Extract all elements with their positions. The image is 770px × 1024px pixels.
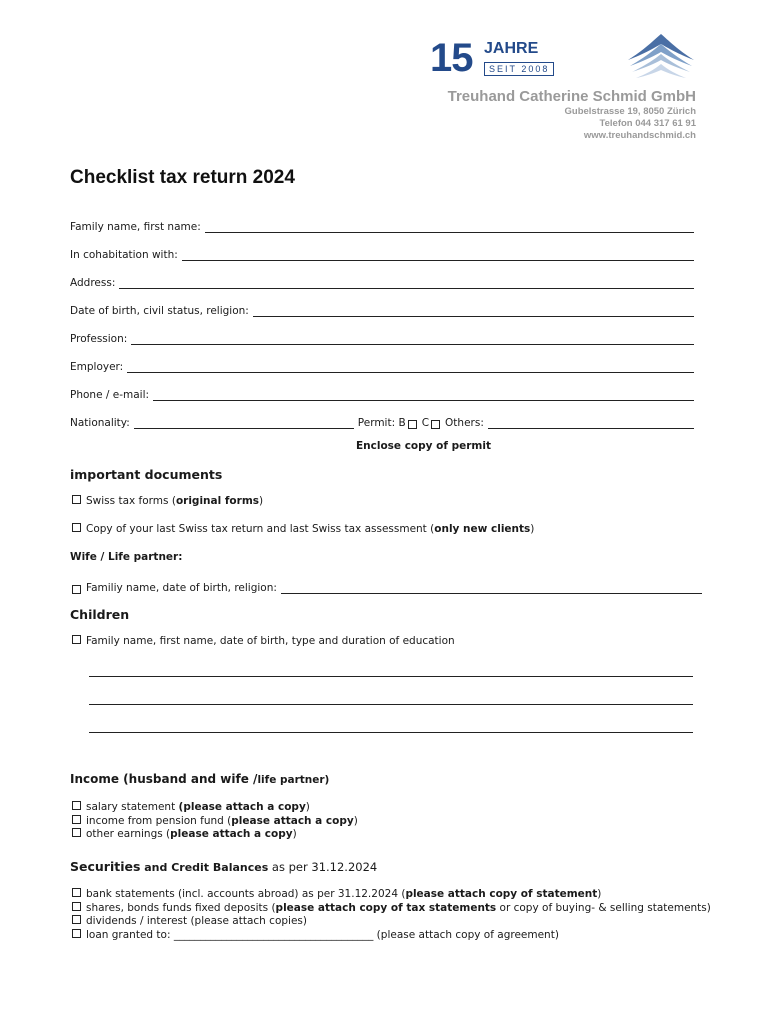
- income-item-3: other earnings (please attach a copy): [70, 828, 297, 840]
- address-row: [70, 271, 694, 289]
- dob-field[interactable]: [253, 303, 694, 317]
- company-name: Treuhand Catherine Schmid GmbH: [447, 88, 696, 105]
- partner-heading: Wife / Life partner:: [70, 551, 183, 563]
- pension-checkbox[interactable]: [72, 815, 81, 824]
- phone-field[interactable]: [153, 387, 694, 401]
- dividends-checkbox[interactable]: [72, 915, 81, 924]
- last-return-checkbox[interactable]: [72, 523, 81, 532]
- address-label: Address:: [70, 277, 116, 289]
- cohabitation-field[interactable]: [182, 247, 694, 261]
- salary-checkbox[interactable]: [72, 801, 81, 810]
- partner-row: [70, 576, 702, 594]
- permit-c-checkbox[interactable]: [431, 420, 440, 429]
- children-heading: Children: [70, 607, 130, 622]
- children-line-2[interactable]: [89, 703, 693, 705]
- shares-checkbox[interactable]: [72, 902, 81, 911]
- employer-label: Employer:: [70, 361, 124, 373]
- phone-row: [70, 383, 694, 401]
- logo-since: SEIT 2008: [484, 62, 554, 76]
- employer-row: [70, 355, 694, 373]
- address-field[interactable]: [119, 275, 694, 289]
- family-name-row: [70, 215, 694, 233]
- phone-label: Phone / e-mail:: [70, 389, 150, 401]
- dob-label: Date of birth, civil status, religion:: [70, 305, 249, 317]
- nationality-label: Nationality:: [70, 417, 130, 429]
- securities-heading: Securities and Credit Balances as per 31.12.2024: [70, 859, 378, 874]
- loan-checkbox[interactable]: [72, 929, 81, 938]
- partner-field[interactable]: [281, 580, 702, 594]
- loan-field[interactable]: ______________________________________: [173, 929, 374, 941]
- securities-item-4: loan granted to: ______________________________________ (please attach copy of agreement): [70, 929, 559, 941]
- family-name-field[interactable]: [205, 219, 694, 233]
- securities-item-1: bank statements (incl. accounts abroad) as per 31.12.2024 (please attach copy of statement): [70, 888, 601, 900]
- others-label: Others:: [445, 417, 484, 429]
- important-item-1: Swiss tax forms (original forms): [70, 495, 263, 507]
- bank-statements-checkbox[interactable]: [72, 888, 81, 897]
- permit-c-label: C: [421, 417, 430, 429]
- company-phone: Telefon 044 317 61 91: [599, 118, 696, 129]
- original-forms-checkbox[interactable]: [72, 495, 81, 504]
- nationality-field[interactable]: [134, 415, 354, 429]
- dob-row: [70, 299, 694, 317]
- company-street: Gubelstrasse 19, 8050 Zürich: [564, 106, 696, 117]
- securities-item-2: shares, bonds funds fixed deposits (please attach copy of tax statements or copy of buying- & selling statements): [70, 902, 711, 914]
- children-checkbox[interactable]: [72, 635, 81, 644]
- company-web: www.treuhandschmid.ch: [583, 130, 696, 141]
- other-earnings-checkbox[interactable]: [72, 828, 81, 837]
- partner-label: Familiy name, date of birth, religion:: [86, 582, 277, 594]
- company-logo-icon: [624, 30, 698, 86]
- cohabitation-row: [70, 243, 694, 261]
- important-item-2: Copy of your last Swiss tax return and last Swiss tax assessment (only new clients): [70, 523, 534, 535]
- securities-item-3: dividends / interest (please attach copies): [70, 915, 307, 927]
- children-line-1[interactable]: [89, 675, 693, 677]
- partner-checkbox[interactable]: [72, 585, 81, 594]
- important-heading: important documents: [70, 467, 223, 482]
- profession-field[interactable]: [131, 331, 694, 345]
- income-item-2: income from pension fund (please attach a copy): [70, 815, 358, 827]
- income-heading: Income (husband and wife /life partner): [70, 772, 330, 786]
- children-item: Family name, first name, date of birth, type and duration of education: [70, 635, 455, 647]
- others-field[interactable]: [488, 415, 694, 429]
- children-line-3[interactable]: [89, 731, 693, 733]
- profession-label: Profession:: [70, 333, 128, 345]
- permit-b-checkbox[interactable]: [408, 420, 417, 429]
- profession-row: [70, 327, 694, 345]
- employer-field[interactable]: [127, 359, 694, 373]
- family-name-label: Family name, first name:: [70, 221, 201, 233]
- income-item-1: salary statement (please attach a copy): [70, 801, 310, 813]
- logo-word: JAHRE: [484, 40, 539, 57]
- cohabitation-label: In cohabitation with:: [70, 249, 178, 261]
- nationality-row: [70, 411, 694, 429]
- permit-label: Permit: B: [357, 417, 406, 429]
- page-title: Checklist tax return 2024: [70, 167, 295, 188]
- enclose-note: Enclose copy of permit: [356, 440, 491, 452]
- logo-number: 15: [430, 36, 473, 80]
